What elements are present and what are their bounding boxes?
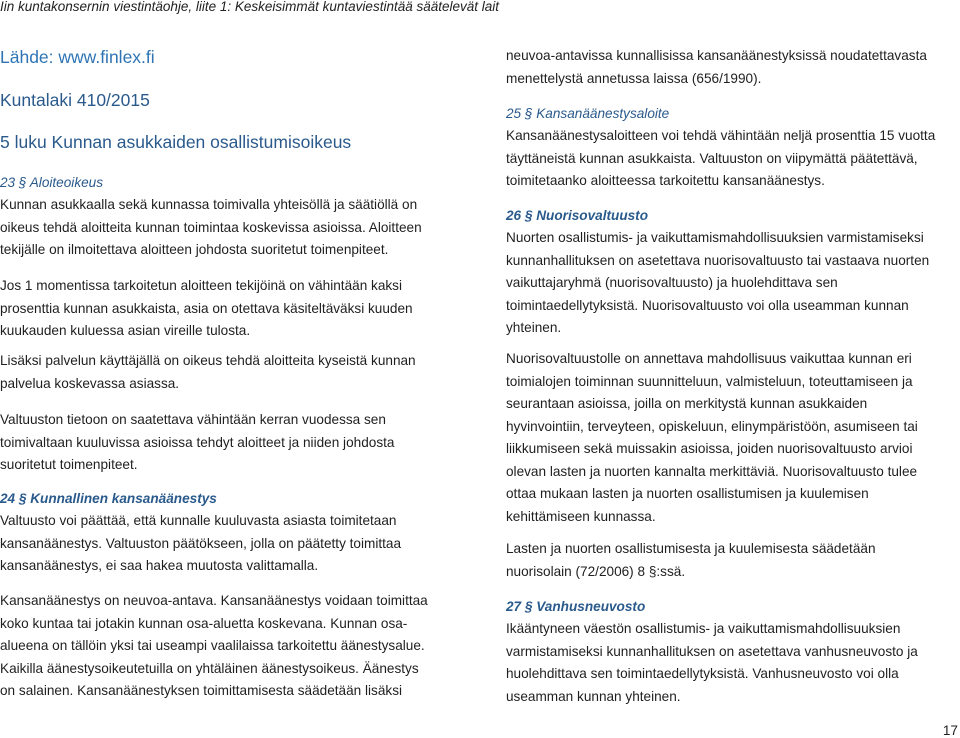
text-line: Kaikilla äänestysoikeutetuilla on yhtäläinen äänestysoikeus. Äänestys: [0, 660, 419, 676]
text-line: Valtuusto voi päättää, että kunnalle kuuluvasta asiasta toimitetaan: [0, 513, 397, 528]
text-line: palvelua koskevassa asiassa.: [0, 375, 180, 391]
section-26-paragraph-3: [506, 538, 876, 583]
text-line: tekijälle on ilmoitettava aloitteen johdosta suoritetut toimenpiteet.: [0, 242, 389, 257]
section-26-paragraph-2: [506, 348, 918, 528]
text-line: Ikääntyneen väestön osallistumis- ja vaikuttamismahdollisuuksien: [506, 621, 901, 636]
text-line: kunnanhallituksen on asetettava nuorisovaltuusto tai vastaava nuorten: [506, 252, 930, 268]
text-line: Kansanäänestys on neuvoa-antava. Kansanäänestys voidaan toimittaa: [0, 593, 428, 608]
section-23-paragraph-3: [0, 350, 416, 395]
text-line: seurantaan asioissa, joilla on merkitystä kunnan asukkaiden: [506, 396, 868, 411]
text-line: Kansanäänestysaloitteen voi tehdä vähintään neljä prosenttia 15 vuotta: [506, 128, 936, 143]
chapter-title: 5 luku Kunnan asukkaiden osallistumisoikeus: [0, 132, 352, 152]
text-line: useamman kunnan yhteinen.: [506, 688, 681, 704]
text-line: varmistamiseksi kunnanhallituksen on asetettava vanhusneuvosto ja: [506, 643, 918, 659]
text-line: toimivaltaan kuuluvissa asioissa tehdyt aloitteet ja niiden johdosta: [0, 434, 395, 450]
text-line: Nuorisovaltuustolle on annettava mahdollisuus vaikuttaa kunnan eri: [506, 351, 912, 366]
text-line: Kunnan asukkaalla sekä kunnassa toimivalla yhteisöllä ja säätiöllä on: [0, 197, 418, 212]
text-line: kansanäänestys. Valtuuston päätökseen, jolla on päätetty toimittaa: [0, 535, 402, 551]
text-line: liikkumiseen sekä muissakin asioissa, joiden nuorisovaltuusto arvioi: [506, 441, 913, 456]
text-line: toimialojen toiminnan suunnitteluun, valmisteluun, toteuttamiseen ja: [506, 373, 913, 389]
text-line: on salainen. Kansanäänestyksen toimittamisesta säädetään lisäksi: [0, 683, 403, 698]
text-line: toimintaedellytyksistä. Nuorisovaltuusto voi olla useamman kunnan: [506, 297, 909, 313]
section-23-paragraph-2: [0, 275, 413, 343]
section-23-paragraph-4: [0, 409, 394, 477]
text-line: yhteinen.: [506, 320, 562, 335]
text-line: Valtuuston tietoon on saatettava vähintään kerran vuodessa sen: [0, 412, 386, 427]
text-line: kuukauden kuluessa asian vireille tulosta.: [0, 323, 251, 338]
section-26-paragraph-1: [506, 227, 929, 340]
source-label: Lähde: www.finlex.fi: [0, 47, 155, 67]
text-line: oikeus tehdä aloitteita kunnan toimintaa koskevissa asioissa. Aloitteen: [0, 219, 422, 235]
text-line: neuvoa-antavissa kunnallisissa kansanäänestyksissä noudatettavasta: [506, 48, 927, 63]
page-number: 17: [942, 723, 958, 738]
section-26-heading: 26 § Nuorisovaltuusto: [506, 208, 649, 223]
section-25-heading: 25 § Kansanäänestysaloite: [506, 106, 670, 121]
text-line: hyvinvointiin, terveyteen, opiskeluun, elinympäristöön, asumiseen tai: [506, 418, 918, 434]
text-line: Nuorten osallistumis- ja vaikuttamismahdollisuuksien varmistamiseksi: [506, 230, 924, 245]
continued-paragraph: [506, 45, 927, 90]
text-line: prosenttia kunnan asukkaista, asia on otettava käsiteltäväksi kuuden: [0, 300, 413, 316]
text-line: kansanäänestys, ei saa hakea muutosta valittamalla.: [0, 558, 319, 573]
section-23-paragraph-1: [0, 194, 422, 262]
text-line: huolehdittava sen toimintaedellytyksistä. Vanhusneuvosto voi olla: [506, 666, 899, 681]
section-24-paragraph-2: [0, 590, 428, 703]
text-line: Lasten ja nuorten osallistumisesta ja kuulemisesta säädetään: [506, 541, 876, 556]
text-line: alueena on tällöin yksi tai useampi vaalilaissa tarkoitettu äänestysalue.: [0, 638, 425, 653]
text-line: toimitetaanko aloitteessa tarkoitettu kansanäänestys.: [506, 173, 825, 188]
law-title: Kuntalaki 410/2015: [0, 90, 150, 110]
text-line: Jos 1 momentissa tarkoitetun aloitteen tekijöinä on vähintään kaksi: [0, 278, 402, 293]
text-line: koko kuntaa tai jotakin kunnan osa-aluetta koskevana. Kunnan osa-: [0, 615, 408, 631]
section-27-heading: 27 § Vanhusneuvosto: [506, 599, 646, 614]
section-23-heading: 23 § Aloiteoikeus: [0, 175, 104, 190]
text-line: Lisäksi palvelun käyttäjällä on oikeus tehdä aloitteita kyseistä kunnan: [0, 353, 416, 368]
text-line: nuorisolain (72/2006) 8 §:ssä.: [506, 563, 686, 579]
text-line: vaikuttajaryhmä (nuorisovaltuusto) ja huolehdittava sen: [506, 275, 838, 290]
section-25-paragraph-1: [506, 125, 935, 193]
text-line: ottaa mukaan lasten ja nuorten osallistumisen ja kuulemisen: [506, 486, 869, 501]
section-24-paragraph-1: [0, 510, 401, 578]
text-line: olevan lasten ja nuorten kannalta merkittäviä. Nuorisovaltuusto tulee: [506, 463, 918, 479]
text-line: suoritetut toimenpiteet.: [0, 457, 138, 472]
text-line: kehittämiseen kunnassa.: [506, 508, 656, 524]
running-header: Iin kuntakonsernin viestintäohje, liite 1: Keskeisimmät kuntaviestintää säätelevät lait: [0, 0, 500, 14]
text-line: menettelystä annetussa laissa (656/1990).: [506, 70, 762, 86]
text-line: täyttäneistä kunnan asukkaista. Valtuuston on viipymättä päätettävä,: [506, 150, 918, 166]
section-27-paragraph-1: [506, 618, 918, 708]
section-24-heading: 24 § Kunnallinen kansanäänestys: [0, 491, 217, 506]
